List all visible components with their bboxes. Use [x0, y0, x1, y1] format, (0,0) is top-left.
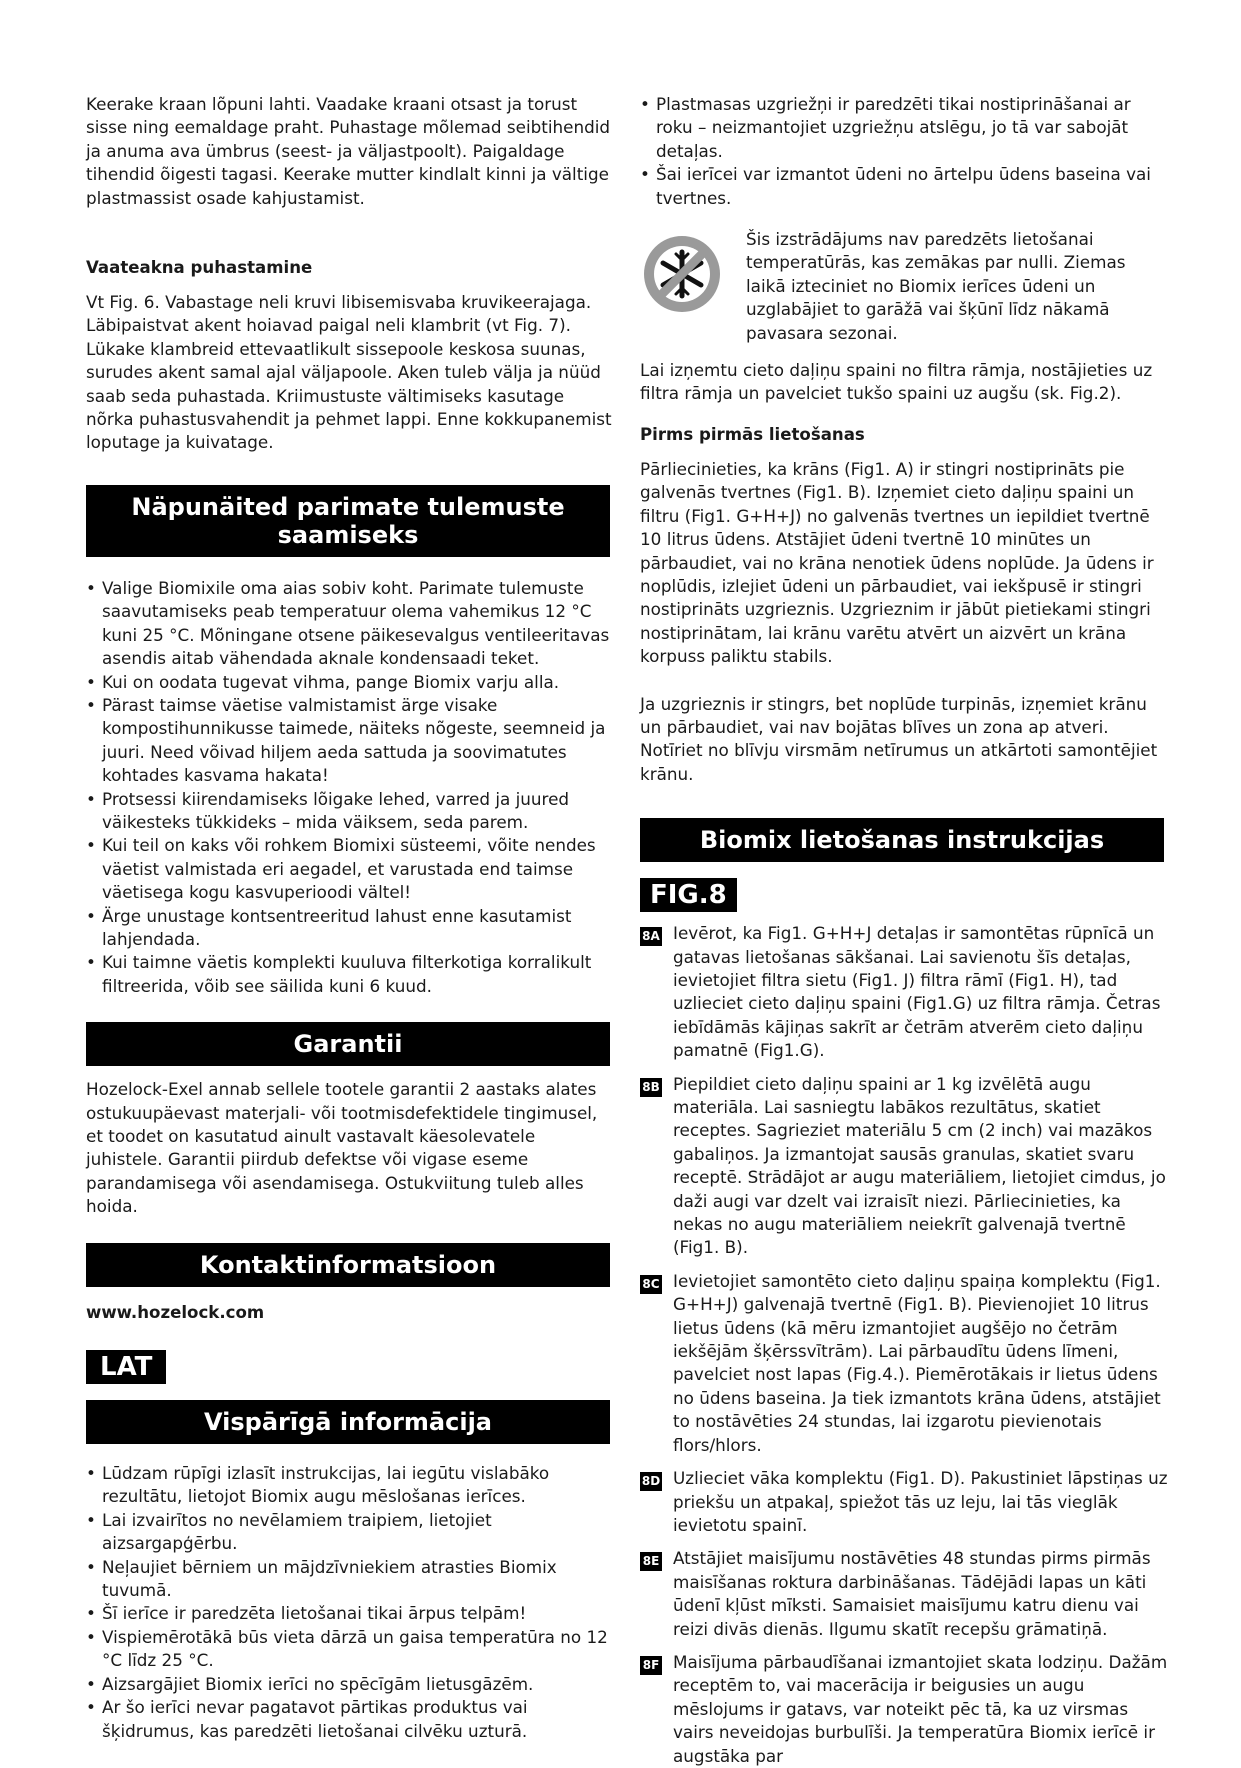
tips-heading: Näpunäited parimate tulemuste saamiseks	[86, 485, 610, 557]
tips-list	[86, 577, 616, 998]
list-item: • Vispiemērotākā būs vieta dārzā un gaisa temperatūra no 12 °C līdz 25 °C.	[86, 1626, 616, 1673]
step-text: Atstājiet maisījumu nostāvēties 48 stundas pirms pirmās maisīšanas roktura darbināšanas. Tādējādi lapas un kāti ūdenī kļūst mīksti. Samaisiet maisījumu katru dienu vai reizi divās dienās. Ilgumu skatīt recepšu grāmatiņā.	[673, 1548, 1151, 1639]
step-badge: 8E	[640, 1552, 662, 1571]
list-item: • Kui teil on kaks või rohkem Biomixi süsteemi, võite nendes väetist valmistada eri aegadel, et varustada end taimse väetisega kogu kasvuperioodi vältel!	[86, 834, 616, 904]
step-badge: 8A	[640, 927, 662, 946]
step-8d	[640, 1467, 1170, 1537]
contact-link[interactable]: www.hozelock.com	[86, 1302, 265, 1322]
instructions-heading: Biomix lietošanas instrukcijas	[640, 818, 1164, 862]
general-info-heading: Vispārīgā informācija	[86, 1400, 610, 1444]
list-item: • Aizsargājiet Biomix ierīci no spēcīgām lietusgāzēm.	[86, 1673, 616, 1696]
step-badge: 8C	[640, 1275, 662, 1294]
list-item: • Šī ierīce ir paredzēta lietošanai tikai ārpus telpām!	[86, 1602, 616, 1625]
step-text: Ievērot, ka Fig1. G+H+J detaļas ir samontētas rūpnīcā un gatavas lietošanas sākšanai. Lai savienotu šīs detaļas, ievietojiet filtra sietu (Fig1. J) filtra rāmī (Fig1. H), tad uzlieciet cieto daļiņu spaini (Fig1.G) uz filtra rāmja. Četras iebīdāmās kājiņas sakrīt ar četrām atverēm cieto daļiņu pamatnē (Fig1.G).	[673, 923, 1161, 1061]
step-text: Ievietojiet samontēto cieto daļiņu spaiņa komplektu (Fig1. G+H+J) galvenajā tvertnē (Fig1. B). Pievienojiet 10 litrus lietus ūdens (kā mēru izmantojiet augšējo no četrām iekšējām šķērssvītrām). Lai pārbaudītu ūdens līmeni, pavelciet nost lapas (Fig.4.). Piemērotākais ir lietus ūdens no ūdens baseina. Ja tiek izmantots krāna ūdens, atstājiet to nostāvēties 24 stundas, lai izgarotu pievienotais flors/hlors.	[673, 1270, 1161, 1455]
list-item: • Neļaujiet bērniem un mājdzīvniekiem atrasties Biomix tuvumā.	[86, 1556, 616, 1603]
no-frost-icon	[640, 232, 724, 316]
window-cleaning-title: Vaateakna puhastamine	[86, 258, 313, 278]
warranty-heading: Garantii	[86, 1022, 610, 1066]
step-8f	[640, 1651, 1170, 1768]
contact-heading: Kontaktinformatsioon	[86, 1243, 610, 1287]
step-8c	[640, 1270, 1170, 1457]
window-cleaning-text: Vt Fig. 6. Vabastage neli kruvi libisemisvaba kruvikeerajaga. Läbipaistvat akent hoiavad paigal neli klambrit (vt Fig. 7). Lükake klambreid ettevaatlikult sissepoole keskosa suunas, surudes akent samal ajal väljapoole. Aken tuleb välja ja nüüd saab seda puhastada. Kriimustuste vältimiseks kasutage nõrka puhastusvahendit ja pehmet lappi. Enne kokkupanemist loputage ja kuivatage.	[86, 292, 612, 453]
step-badge: 8D	[640, 1472, 662, 1491]
list-item: • Ärge unustage kontsentreeritud lahust enne kasutamist lahjendada.	[86, 905, 616, 952]
step-8a	[640, 922, 1170, 1062]
language-tag: LAT	[86, 1350, 166, 1384]
paragraph-intro: Keerake kraan lõpuni lahti. Vaadake kraani otsast ja torust sisse ning eemaldage praht. Puhastage mõlemad seibtihendid ja anuma ava ümbrus (seest- ja väljastpoolt). Paigaldage tihendid õigesti tagasi. Keerake mutter kindlalt kinni ja vältige plastmassist osade kahjustamist.	[86, 94, 611, 208]
step-badge: 8F	[640, 1656, 662, 1675]
list-item: • Kui taimne väetis komplekti kuuluva filterkotiga korralikult filtreerida, võib see säilida kuni 6 kuud.	[86, 951, 616, 998]
first-use-title: Pirms pirmās lietošanas	[640, 424, 865, 444]
warranty-text: Hozelock-Exel annab sellele tootele garantii 2 aastaks alates ostukuupäevast materjali- või tootmisdefektidele tingimusel, et toodet on kasutatud ainult vastavalt käesolevatele juhistele. Garantii piirdub defektse või vigase eseme parandamisega või asendamisega. Ostukviitung tuleb alles hoida.	[86, 1079, 598, 1217]
step-8e	[640, 1547, 1170, 1641]
list-item: • Šai ierīcei var izmantot ūdeni no ārtelpu ūdens baseina vai tvertnes.	[640, 163, 1170, 210]
list-item: • Lai izvairītos no nevēlamiem traipiem, lietojiet aizsargapģērbu.	[86, 1509, 616, 1556]
list-item: • Valige Biomixile oma aias sobiv koht. Parimate tulemuste saavutamiseks peab temperatuur olema vahemikus 12 °C kuni 25 °C. Mõningane otsene päikesevalgus ventileeritavas asendis aitab vähendada aknale kondensaadi teket.	[86, 577, 616, 671]
step-text: Piepildiet cieto daļiņu spaini ar 1 kg izvēlētā augu materiāla. Lai sasniegtu labākos rezultātus, skatiet receptes. Sagrieziet materiālu 5 cm (2 inch) vai mazākos gabaliņos. Ja izmantojat sausās granulas, skatiet svaru receptē. Strādājot ar augu materiāliem, lietojiet cimdus, jo daži augi var dzelt vai izraisīt niezi. Pārliecinieties, ka nekas no augu materiāliem neiekrīt galvenajā tvertnē (Fig1. B).	[673, 1073, 1166, 1258]
first-use-text-1: Pārliecinieties, ka krāns (Fig1. A) ir stingri nostiprināts pie galvenās tvertnes (Fig1. B). Izņemiet cieto daļiņu spaini un filtru (Fig1. G+H+J) no galvenās tvertnes un iepildiet tvertnē 10 litrus ūdens. Atstājiet ūdeni tvertnē 10 minūtes un pārbaudiet, vai no krāna nenotiek ūdens noplūde. Ja ūdens ir noplūdis, izlejiet ūdeni un pārbaudiet, vai iekšpusē ir stingri nostiprināts uzgrieznis. Uzgrieznim ir jābūt pietiekami stingri nostiprinātam, lai krānu varētu atvērt un aizvērt un krāna korpuss paliktu stabils.	[640, 458, 1154, 667]
list-item: • Protsessi kiirendamiseks lõigake lehed, varred ja juured väikesteks tükkideks – mida väiksem, seda parem.	[86, 788, 616, 835]
list-item: • Kui on oodata tugevat vihma, pange Biomix varju alla.	[86, 671, 616, 694]
figure-tag: FIG.8	[640, 878, 737, 912]
step-8b	[640, 1073, 1170, 1260]
remove-bucket-text: Lai izņemtu cieto daļiņu spaini no filtra rāmja, nostājieties uz filtra rāmja un pavelciet tukšo spaini uz augšu (sk. Fig.2).	[640, 360, 1153, 404]
list-item: • Lūdzam rūpīgi izlasīt instrukcijas, lai iegūtu vislabāko rezultātu, lietojot Biomix augu mēslošanas ierīces.	[86, 1462, 616, 1509]
right-bullets	[640, 93, 1170, 210]
frost-warning-text: Šis izstrādājums nav paredzēts lietošanai temperatūrās, kas zemākas par nulli. Ziemas laikā izteciniet no Biomix ierīces ūdeni un uzglabājiet to garāžā vai šķūnī līdz nākamā pavasara sezonai.	[746, 229, 1126, 343]
list-item: • Pärast taimse väetise valmistamist ärge visake kompostihunnikusse taimede, näiteks nõgeste, seemneid ja juuri. Need võivad hiljem aeda sattuda ja soovimatutes kohtades kasvama hakata!	[86, 694, 616, 788]
general-info-list	[86, 1462, 616, 1743]
left-column	[86, 93, 616, 1743]
step-badge: 8B	[640, 1078, 662, 1097]
step-text: Uzlieciet vāka komplektu (Fig1. D). Pakustiniet lāpstiņas uz priekšu un atpakaļ, spiežot tās uz leju, lai tās vieglāk ievietotu spainī.	[673, 1468, 1168, 1535]
list-item: • Plastmasas uzgriežņi ir paredzēti tikai nostiprināšanai ar roku – neizmantojiet uzgriežņu atslēgu, jo tā var sabojāt detaļas.	[640, 93, 1170, 163]
list-item: • Ar šo ierīci nevar pagatavot pārtikas produktus vai šķidrumus, kas paredzēti lietošanai cilvēku uzturā.	[86, 1696, 616, 1743]
first-use-text-2: Ja uzgrieznis ir stingrs, bet noplūde turpinās, izņemiet krānu un pārbaudiet, vai nav bojātas blīves un zona ap atveri. Notīriet no blīvju virsmām netīrumus un atkārtoti samontējiet krānu.	[640, 693, 1158, 784]
frost-warning	[640, 228, 1170, 345]
step-text: Maisījuma pārbaudīšanai izmantojiet skata lodziņu. Dažām receptēm to, vai macerācija ir beigusies un augu mēslojums ir gatavs, var noteikt pēc tā, ka uz virsmas vairs neveidojas burbulīši. Ja temperatūra Biomix ierīcē ir augstāka par	[673, 1651, 1168, 1766]
right-column	[640, 93, 1170, 1768]
